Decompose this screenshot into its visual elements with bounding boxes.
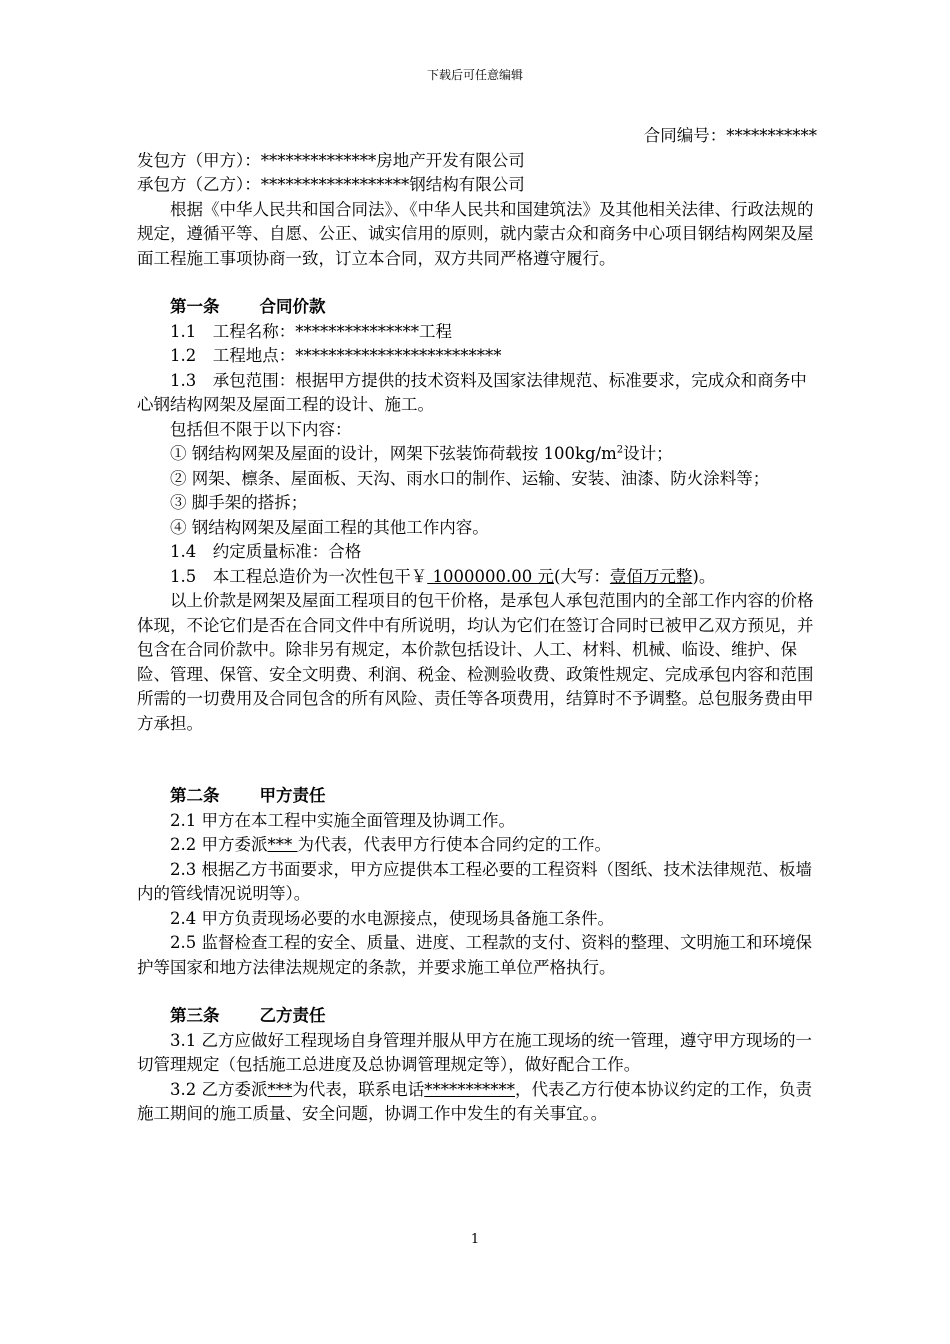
contract-amount: 1000000.00 元 (427, 566, 554, 586)
clause-3-2 (137, 1078, 817, 1127)
article-2-heading (137, 784, 817, 809)
clause-2-1: 2.1 甲方在本工程中实施全面管理及协调工作。 (170, 810, 515, 830)
party-b-representative: *** (267, 1079, 293, 1099)
clause-2-2 (137, 833, 817, 858)
scope-item-1-end: 设计； (623, 444, 673, 463)
scope-item-1 (137, 442, 817, 467)
article-3-number: 第三条 (170, 1006, 220, 1025)
party-a-representative: *** (267, 835, 298, 854)
superscript: 2 (616, 444, 624, 456)
contract-number: 合同编号：*********** (643, 126, 817, 145)
amount-in-words: 壹佰万元整 (609, 566, 693, 586)
clause-3-2-text: 3.2 乙方委派 (170, 1079, 268, 1099)
clause-3-2-end: ，代表乙方行使本协议约定的工作，负责施工期间的施工质量、安全问题，协调工作中发生的有关事宜。。 (137, 1079, 812, 1123)
scope-item-3: ③ 脚手架的搭拆； (170, 493, 308, 512)
clause-1-3-intro: 包括但不限于以下内容： (170, 419, 352, 439)
article-1-title: 合同价款 (259, 297, 326, 316)
clause-1-5-mid: (大写： (553, 566, 610, 586)
clause-1-5 (137, 565, 817, 590)
article-1-number: 第一条 (170, 297, 220, 316)
clause-2-2-end: 为代表，代表甲方行使本合同约定的工作。 (297, 835, 611, 854)
clause-3-1: 3.1 乙方应做好工程现场自身管理并服从甲方在施工现场的统一管理，遵守甲方现场的一切管理规定（包括施工总进度及总协调管理规定等），做好配合工作。 (137, 1030, 812, 1074)
article-3-heading (137, 1004, 817, 1029)
page-header: 下载后可任意编辑 (426, 68, 523, 82)
clause-1-5-end: )。 (692, 566, 716, 586)
clause-1-1: 1.1 工程名称：***************工程 (170, 321, 452, 341)
scope-item-2: ② 网架、檩条、屋面板、天沟、雨水口的制作、运输、安装、油漆、防火涂料等； (170, 468, 770, 488)
clause-1-2: 1.2 工程地点：************************* (170, 346, 502, 365)
article-1-heading (137, 295, 817, 320)
clause-3-2-mid: 为代表，联系电话 (292, 1079, 425, 1099)
article-2-title: 甲方责任 (259, 786, 326, 805)
article-3-title: 乙方责任 (259, 1006, 326, 1025)
clause-2-2-text: 2.2 甲方委派 (170, 835, 268, 854)
clause-2-3: 2.3 根据乙方书面要求，甲方应提供本工程必要的工程资料（图纸、技术法律规范、板墙内的管线情况说明等）。 (137, 859, 812, 903)
party-a: 发包方（甲方）：**************房地产开发有限公司 (137, 150, 525, 170)
clause-1-3: 1.3 承包范围：根据甲方提供的技术资料及国家法律规范、标准要求，完成众和商务中心钢结构网架及屋面工程的设计、施工。 (137, 370, 807, 414)
price-note: 以上价款是网架及屋面工程项目的包干价格，是承包人承包范围内的全部工作内容的价格体现，不论它们是否在合同文件中有所说明，均认为它们在签订合同时已被甲乙双方预见，并包含在合同价款中。除非另有规定，本价款包括设计、人工、材料、机械、临设、维护、保险、管理、保管、安全文明费、利润、税金、检测验收费、政策性规定、完成承包内容和范围所需的一切费用及合同包含的所有风险、责任等各项费用，结算时不予调整。总包服务费由甲方承担。 (137, 591, 814, 733)
document-body (137, 124, 817, 1127)
contact-phone: *********** (424, 1079, 515, 1099)
clause-1-5-text: 1.5 本工程总造价为一次性包干￥ (170, 566, 428, 586)
clause-1-4: 1.4 约定质量标准：合格 (170, 542, 362, 561)
preamble: 根据《中华人民共和国合同法》、《中华人民共和国建筑法》及其他相关法律、行政法规的规定，遵循平等、自愿、公正、诚实信用的原则，就内蒙古众和商务中心项目钢结构网架及屋面工程施工事项协商一致，订立本合同，双方共同严格遵守履行。 (137, 199, 814, 268)
clause-2-4: 2.4 甲方负责现场必要的水电源接点，使现场具备施工条件。 (170, 908, 614, 928)
scope-item-1-text: ① 钢结构网架及屋面的设计，网架下弦装饰荷载按 100kg/m (170, 444, 617, 463)
article-2-number: 第二条 (170, 786, 220, 805)
scope-item-4: ④ 钢结构网架及屋面工程的其他工作内容。 (170, 517, 489, 537)
page-number: 1 (470, 1232, 480, 1247)
party-b: 承包方（乙方）：******************钢结构有限公司 (137, 175, 525, 194)
clause-2-5: 2.5 监督检查工程的安全、质量、进度、工程款的支付、资料的整理、文明施工和环境保护等国家和地方法律法规规定的条款，并要求施工单位严格执行。 (137, 933, 812, 977)
